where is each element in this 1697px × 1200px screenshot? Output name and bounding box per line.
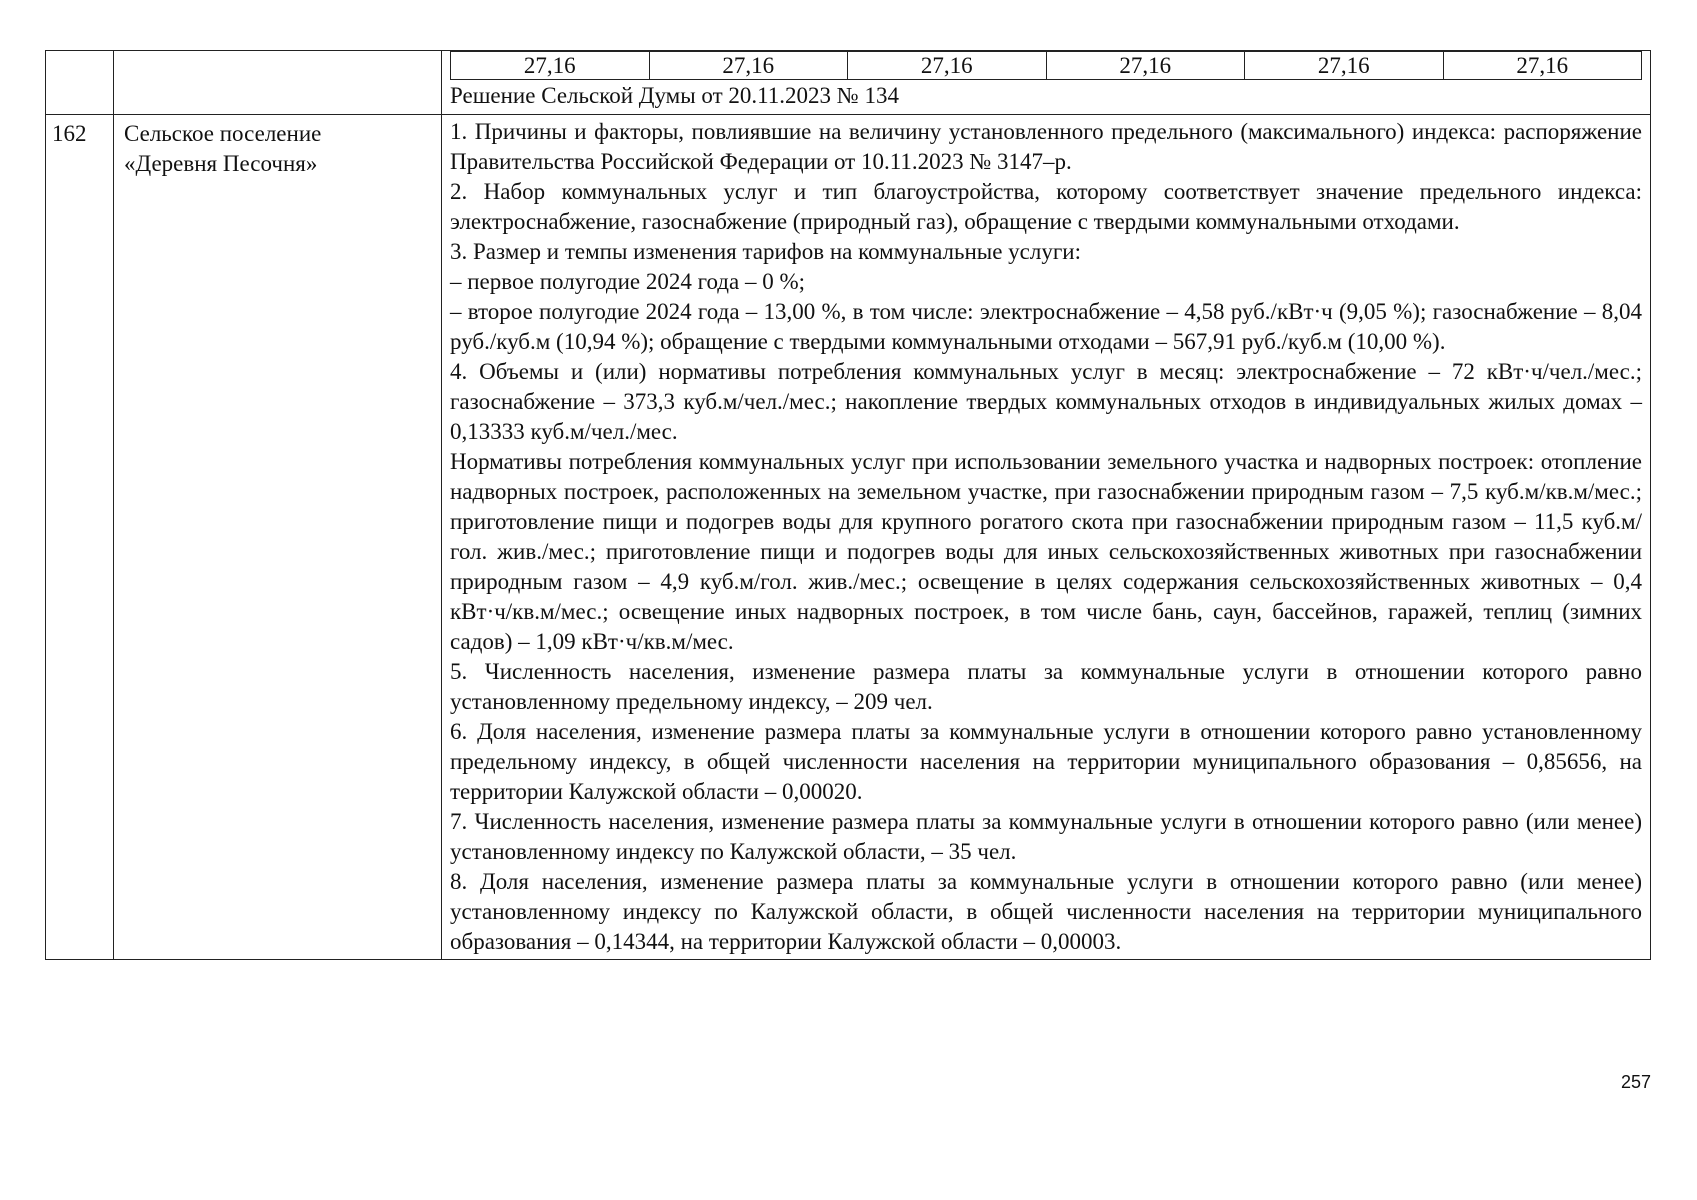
- table-row-162: [46, 115, 1651, 960]
- index-value: 27,16: [1245, 52, 1444, 80]
- settlement-name: [114, 115, 442, 960]
- page-number: 257: [1620, 1072, 1651, 1092]
- document-table: [45, 50, 1651, 960]
- index-value: 27,16: [1443, 52, 1642, 80]
- paragraph-5-population: 5. Численность населения, изменение размера платы за коммунальные услуги в отношении которого равно установленному предельному индексу, – 209 чел.: [450, 659, 1642, 714]
- index-value: 27,16: [649, 52, 848, 80]
- number-cell-empty: [46, 51, 114, 115]
- duma-decision: Решение Сельской Думы от 20.11.2023 № 134: [450, 83, 899, 108]
- index-values-table: [450, 51, 1642, 80]
- index-values-row: [451, 52, 1642, 80]
- index-value: 27,16: [848, 52, 1047, 80]
- index-value: 27,16: [1046, 52, 1245, 80]
- paragraph-3-second-half: – второе полугодие 2024 года – 13,00 %, в том числе: электроснабжение – 4,58 руб./кВт·ч (9,05 %); газоснабжение – 8,04 руб./куб.м (10,94 %); обращение с твердыми коммунальными отходами – 567,91 руб./куб.м (10,00 %).: [450, 299, 1642, 354]
- paragraph-3-first-half: – первое полугодие 2024 года – 0 %;: [450, 269, 806, 294]
- paragraph-4-norms: Нормативы потребления коммунальных услуг при использовании земельного участка и надворных построек: отопление надворных построек, расположенных на земельном участке, при газоснабжении природным газом – 7,5 куб.м/кв.м/мес.; приготовление пищи и подогрев воды для крупного рогатого скота при газоснабжении природным газом – 11,5 куб.м/гол. жив./мес.; приготовление пищи и подогрев воды для иных сельскохозяйственных животных при газоснабжении природным газом – 4,9 куб.м/гол. жив./мес.; освещение в целях содержания сельскохозяйственных животных – 0,4 кВт·ч/кв.м/мес.; освещение иных надворных построек, в том числе бань, саун, бассейнов, гаражей, теплиц (зимних садов) – 1,09 кВт·ч/кв.м/мес.: [450, 449, 1642, 654]
- name-cell-empty: [114, 51, 442, 115]
- settlement-name-line1: Сельское поселение: [124, 121, 322, 146]
- paragraph-4-volumes: 4. Объемы и (или) нормативы потребления коммунальных услуг в месяц: электроснабжение – 72 кВт·ч/чел./мес.; газоснабжение – 373,3 куб.м/чел./мес.; накопление твердых коммунальных отходов в индивидуальных жилых домах – 0,13333 куб.м/чел./мес.: [450, 359, 1642, 444]
- paragraph-1-reasons: 1. Причины и факторы, повлиявшие на величину установленного предельного (максимального) индекса: распоряжение Правительства Российской Федерации от 10.11.2023 № 3147–р.: [450, 119, 1642, 174]
- row-content: [442, 115, 1651, 960]
- paragraph-7-population: 7. Численность населения, изменение размера платы за коммунальные услуги в отношении которого равно (или менее) установленному индексу по Калужской области, – 35 чел.: [450, 809, 1642, 864]
- paragraph-2-services: 2. Набор коммунальных услуг и тип благоустройства, которому соответствует значение предельного индекса: электроснабжение, газоснабжение (природный газ), обращение с твердыми коммунальными отходами.: [450, 179, 1642, 234]
- table-row-previous: [46, 51, 1651, 115]
- paragraph-3-tariffs: 3. Размер и темпы изменения тарифов на коммунальные услуги:: [450, 239, 1081, 264]
- paragraph-6-share: 6. Доля населения, изменение размера платы за коммунальные услуги в отношении которого равно установленному предельному индексу, в общей численности населения на территории муниципального образования – 0,85656, на территории Калужской области – 0,00020.: [450, 719, 1642, 804]
- settlement-name-line2: «Деревня Песочня»: [124, 151, 318, 176]
- row-number: 162: [46, 115, 114, 960]
- values-cell: [442, 51, 1651, 115]
- paragraph-8-share: 8. Доля населения, изменение размера платы за коммунальные услуги в отношении которого равно (или менее) установленному индексу по Калужской области, в общей численности населения на территории муниципального образования – 0,14344, на территории Калужской области – 0,00003.: [450, 869, 1642, 954]
- index-value: 27,16: [451, 52, 650, 80]
